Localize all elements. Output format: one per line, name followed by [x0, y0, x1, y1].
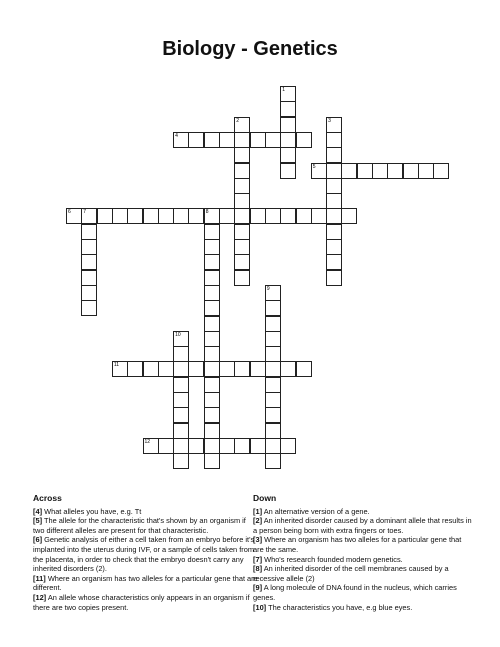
crossword-cell[interactable]: [158, 361, 174, 377]
crossword-cell[interactable]: [204, 316, 220, 332]
clue-number: [10]: [253, 602, 267, 612]
crossword-cell[interactable]: [280, 132, 296, 148]
crossword-cell[interactable]: [112, 361, 128, 377]
crossword-cell[interactable]: [173, 331, 189, 347]
down-clues: [253, 494, 473, 612]
crossword-cell[interactable]: [265, 377, 281, 393]
crossword-cell[interactable]: [204, 392, 220, 408]
clue-number: [4]: [33, 506, 43, 516]
crossword-cell[interactable]: [204, 300, 220, 316]
crossword-cell[interactable]: [311, 163, 327, 179]
clue-down-7: [253, 555, 473, 565]
clue-number: [11]: [33, 573, 46, 583]
crossword-cell[interactable]: [81, 285, 97, 301]
clue-across-4: [33, 507, 258, 517]
crossword-cell[interactable]: [204, 285, 220, 301]
crossword-cell[interactable]: [403, 163, 419, 179]
crossword-cell[interactable]: [173, 423, 189, 439]
clue-number-label: 12: [144, 438, 151, 445]
crossword-cell[interactable]: [204, 208, 220, 224]
crossword-cell[interactable]: [219, 208, 235, 224]
crossword-cell[interactable]: [81, 224, 97, 240]
clue-number: [12]: [33, 592, 47, 602]
clue-text: Genetic analysis of either a cell taken from an embryo before it's implanted into the uterus during IVF, or a sample of cells taken from the placenta, in order to check that the embryo doesn't carry any inherited disorders (2).: [33, 535, 255, 574]
crossword-cell[interactable]: [173, 361, 189, 377]
clue-number: [6]: [33, 535, 43, 545]
crossword-cell[interactable]: [81, 208, 97, 224]
crossword-cell[interactable]: [265, 300, 281, 316]
crossword-cell[interactable]: [280, 361, 296, 377]
crossword-cell[interactable]: [326, 178, 342, 194]
crossword-cell[interactable]: [234, 117, 250, 133]
crossword-cell[interactable]: [296, 361, 312, 377]
crossword-cell[interactable]: [326, 132, 342, 148]
crossword-cell[interactable]: [326, 208, 342, 224]
clue-number: [7]: [253, 554, 263, 564]
crossword-cell[interactable]: [234, 193, 250, 209]
crossword-cell[interactable]: [204, 438, 220, 454]
crossword-cell[interactable]: [234, 178, 250, 194]
crossword-cell[interactable]: [280, 163, 296, 179]
crossword-cell[interactable]: [326, 270, 342, 286]
crossword-cell[interactable]: [326, 254, 342, 270]
across-heading: Across: [33, 493, 62, 503]
clue-across-12: [33, 593, 258, 612]
crossword-cell[interactable]: [81, 270, 97, 286]
crossword-cell[interactable]: [97, 208, 113, 224]
crossword-cell[interactable]: [127, 208, 143, 224]
clue-number: [5]: [33, 516, 43, 526]
crossword-cell[interactable]: [234, 147, 250, 163]
crossword-cell[interactable]: [158, 438, 174, 454]
crossword-cell[interactable]: [387, 163, 403, 179]
clue-number: [2]: [253, 516, 263, 526]
crossword-cell[interactable]: [265, 285, 281, 301]
crossword-cell[interactable]: [143, 438, 159, 454]
crossword-cell[interactable]: [280, 438, 296, 454]
crossword-cell[interactable]: [250, 438, 266, 454]
crossword-cell[interactable]: [357, 163, 373, 179]
clue-across-11: [33, 574, 258, 593]
crossword-cell[interactable]: [250, 132, 266, 148]
crossword-cell[interactable]: [265, 316, 281, 332]
clue-text: Where an organism has two alleles for a particular gene that are different.: [33, 573, 258, 593]
crossword-cell[interactable]: [234, 239, 250, 255]
crossword-cell[interactable]: [81, 254, 97, 270]
clue-number-label: 1: [282, 87, 285, 93]
crossword-cell[interactable]: [311, 208, 327, 224]
crossword-cell[interactable]: [204, 132, 220, 148]
crossword-cell[interactable]: [173, 438, 189, 454]
crossword-cell[interactable]: [296, 208, 312, 224]
crossword-cell[interactable]: [81, 239, 97, 255]
crossword-cell[interactable]: [280, 117, 296, 133]
crossword-cell[interactable]: [265, 438, 281, 454]
crossword-cell[interactable]: [234, 438, 250, 454]
clue-number-label: 11: [113, 362, 120, 369]
crossword-cell[interactable]: [173, 392, 189, 408]
crossword-cell[interactable]: [250, 361, 266, 377]
crossword-cell[interactable]: [280, 101, 296, 117]
crossword-cell[interactable]: [204, 270, 220, 286]
crossword-cell[interactable]: [372, 163, 388, 179]
crossword-cell[interactable]: [326, 193, 342, 209]
crossword-cell[interactable]: [234, 132, 250, 148]
across-clues: [33, 494, 258, 612]
clue-text: Where an organism has two alleles for a particular gene that are the same.: [253, 535, 462, 554]
crossword-cell[interactable]: [204, 377, 220, 393]
clue-number-label: 5: [312, 163, 316, 170]
crossword-cell[interactable]: [265, 346, 281, 362]
crossword-cell[interactable]: [173, 346, 189, 362]
crossword-cell[interactable]: [265, 423, 281, 439]
crossword-cell[interactable]: [204, 361, 220, 377]
crossword-cell[interactable]: [188, 132, 204, 148]
crossword-cell[interactable]: [173, 377, 189, 393]
clue-number-label: 7: [83, 209, 87, 216]
crossword-cell[interactable]: [204, 254, 220, 270]
crossword-cell[interactable]: [265, 331, 281, 347]
crossword-cell[interactable]: [204, 346, 220, 362]
crossword-cell[interactable]: [204, 453, 220, 469]
clue-number: [3]: [253, 535, 263, 545]
clue-number-label: 10: [175, 331, 181, 338]
down-heading: Down: [253, 493, 277, 503]
clue-text: An inherited disorder of the cell membranes caused by a recessive allele (2): [253, 564, 449, 583]
crossword-cell[interactable]: [173, 453, 189, 469]
clue-down-3: [253, 535, 473, 554]
crossword-cell[interactable]: [433, 163, 449, 179]
crossword-cell[interactable]: [265, 132, 281, 148]
crossword-cell[interactable]: [234, 208, 250, 224]
crossword-cell[interactable]: [265, 407, 281, 423]
crossword-cell[interactable]: [127, 361, 143, 377]
crossword-cell[interactable]: [326, 147, 342, 163]
clue-across-5: [33, 516, 258, 535]
clue-number-label: 4: [175, 132, 178, 139]
clue-number-label: 3: [328, 117, 331, 124]
crossword-cell[interactable]: [219, 438, 235, 454]
clue-text: What alleles you have, e.g. Tt: [44, 506, 142, 516]
crossword-cell[interactable]: [280, 86, 296, 102]
clue-number-label: 8: [205, 209, 209, 216]
clue-number: [1]: [253, 506, 263, 516]
crossword-cell[interactable]: [326, 117, 342, 133]
clue-text: An inherited disorder caused by a dominant allele that results in a person being born with extra fingers or toes.: [253, 516, 472, 535]
clue-number-label: 9: [266, 285, 270, 292]
crossword-cell[interactable]: [66, 208, 82, 224]
crossword-cell[interactable]: [234, 254, 250, 270]
crossword-cell[interactable]: [234, 270, 250, 286]
crossword-cell[interactable]: [188, 361, 204, 377]
clue-text: The characteristics you have, e.g blue eyes.: [268, 602, 413, 612]
crossword-cell[interactable]: [265, 208, 281, 224]
clue-text: A long molecule of DNA found in the nucleus, which carries genes.: [253, 583, 457, 602]
clue-down-10: [253, 603, 473, 613]
crossword-cell[interactable]: [341, 208, 357, 224]
crossword-cell[interactable]: [280, 147, 296, 163]
clue-text: Who's research founded modern genetics.: [264, 554, 403, 564]
crossword-cell[interactable]: [326, 163, 342, 179]
clue-down-8: [253, 564, 473, 583]
crossword-cell[interactable]: [204, 407, 220, 423]
crossword-cell[interactable]: [188, 208, 204, 224]
crossword-cell[interactable]: [204, 224, 220, 240]
clue-number-label: 2: [236, 117, 240, 124]
crossword-cell[interactable]: [296, 132, 312, 148]
clue-across-6: [33, 535, 258, 573]
clue-text: An allele whose characteristics only appears in an organism if there are two copies present.: [33, 592, 250, 612]
crossword-cell[interactable]: [341, 163, 357, 179]
crossword-cell[interactable]: [326, 224, 342, 240]
page-title: Biology - Genetics: [162, 38, 338, 60]
crossword-cell[interactable]: [173, 132, 189, 148]
crossword-cell[interactable]: [204, 331, 220, 347]
crossword-cell[interactable]: [265, 453, 281, 469]
crossword-cell[interactable]: [173, 407, 189, 423]
crossword-cell[interactable]: [143, 208, 159, 224]
clue-text: The allele for the characteristic that's shown by an organism if two different alleles are present for that characteristic.: [33, 516, 246, 535]
crossword-cell[interactable]: [265, 392, 281, 408]
crossword-cell[interactable]: [204, 239, 220, 255]
crossword-cell[interactable]: [188, 438, 204, 454]
clue-down-9: [253, 583, 473, 602]
crossword-cell[interactable]: [219, 361, 235, 377]
crossword-cell[interactable]: [204, 423, 220, 439]
clue-number-label: 6: [68, 209, 71, 216]
crossword-cell[interactable]: [234, 224, 250, 240]
crossword-cell[interactable]: [280, 208, 296, 224]
crossword-cell[interactable]: [143, 361, 159, 377]
clue-number: [9]: [253, 583, 263, 593]
crossword-cell[interactable]: [234, 163, 250, 179]
crossword-cell[interactable]: [234, 361, 250, 377]
clue-text: An alternative version of a gene.: [263, 506, 370, 516]
crossword-cell[interactable]: [326, 239, 342, 255]
crossword-cell[interactable]: [265, 361, 281, 377]
crossword-cell[interactable]: [418, 163, 434, 179]
clue-number: [8]: [253, 564, 263, 574]
crossword-cell[interactable]: [250, 208, 266, 224]
crossword-cell[interactable]: [219, 132, 235, 148]
crossword-cell[interactable]: [173, 208, 189, 224]
crossword-cell[interactable]: [81, 300, 97, 316]
clue-down-2: [253, 516, 473, 535]
crossword-cell[interactable]: [112, 208, 128, 224]
crossword-cell[interactable]: [158, 208, 174, 224]
clue-down-1: [253, 507, 473, 517]
